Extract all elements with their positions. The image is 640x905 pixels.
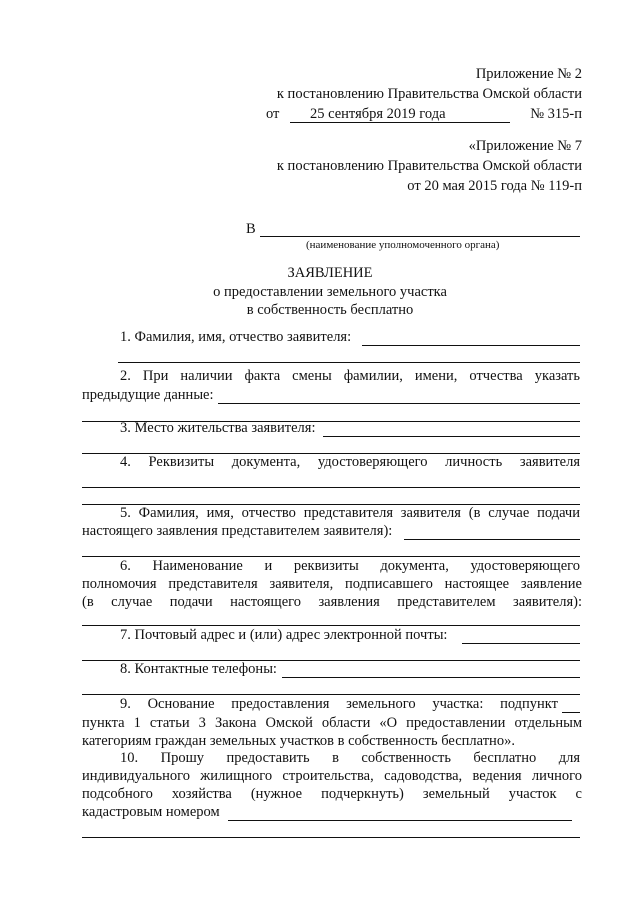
representative-name-field[interactable]	[404, 539, 580, 540]
authority-name-field[interactable]	[260, 236, 580, 237]
field-10-label-cont2: подсобного хозяйства (нужное подчеркнуть) земельный участок с	[82, 786, 582, 802]
field-7-label: 7. Почтовый адрес и (или) адрес электронной почты:	[120, 627, 448, 643]
field-10-label-cont: индивидуального жилищного строительства, садоводства, ведения личного	[82, 768, 582, 784]
field-10-label: 10. Прошу предоставить в собственность бесплатно для	[120, 750, 580, 766]
cadastral-number-field-cont[interactable]	[82, 837, 580, 838]
field-5-label: 5. Фамилия, имя, отчество представителя заявителя (в случае подачи	[120, 505, 580, 521]
field-9-label-cont: пункта 1 статьи 3 Закона Омской области «О предоставлении отдельным	[82, 715, 582, 731]
appendix-2-label: Приложение № 2	[475, 66, 582, 82]
field-3-label: 3. Место жительства заявителя:	[120, 420, 316, 436]
postal-email-field[interactable]	[462, 643, 580, 644]
field-10-label-cont3: кадастровым номером	[82, 804, 220, 820]
field-2-label-cont: предыдущие данные:	[82, 387, 214, 403]
representative-document-field[interactable]	[82, 625, 580, 626]
field-1-label: 1. Фамилия, имя, отчество заявителя:	[120, 329, 352, 345]
field-2-label: 2. При наличии факта смены фамилии, имени, отчества указать	[120, 368, 580, 384]
representative-name-field-cont[interactable]	[82, 556, 580, 557]
authority-name-caption: (наименование уполномоченного органа)	[306, 239, 500, 251]
appendix-7-label: «Приложение № 7	[468, 138, 582, 154]
appendix-7-reference: к постановлению Правительства Омской области	[276, 158, 582, 174]
addressee-prefix: В	[246, 221, 256, 237]
field-6-label-cont: полномочия представителя заявителя, подписавшего настоящее заявление	[82, 576, 582, 592]
appendix-7-date: от 20 мая 2015 года № 119-п	[407, 178, 582, 194]
document-title: ЗАЯВЛЕНИЕ	[287, 265, 373, 281]
document-subtitle-1: о предоставлении земельного участка	[213, 284, 447, 300]
previous-data-field[interactable]	[218, 403, 580, 404]
field-5-label-cont: настоящего заявления представителем заявителя):	[82, 523, 393, 539]
applicant-name-field[interactable]	[362, 345, 580, 346]
field-9-label-cont2: категориям граждан земельных участков в собственность бесплатно».	[82, 733, 515, 749]
field-8-label: 8. Контактные телефоны:	[120, 661, 277, 677]
appendix-2-from: от	[266, 106, 280, 122]
field-9-label: 9. Основание предоставления земельного участка: подпункт	[120, 696, 558, 712]
appendix-2-number: № 315-п	[530, 106, 582, 122]
phones-field-cont[interactable]	[82, 694, 580, 695]
subparagraph-field[interactable]	[562, 712, 580, 713]
field-6-label: 6. Наименование и реквизиты документа, удостоверяющего	[120, 558, 580, 574]
applicant-name-field-cont[interactable]	[118, 362, 580, 363]
phones-field[interactable]	[282, 677, 580, 678]
appendix-2-date: 25 сентября 2019 года	[310, 106, 446, 122]
field-4-label: 4. Реквизиты документа, удостоверяющего личность заявителя	[120, 454, 580, 470]
residence-field[interactable]	[323, 436, 580, 437]
appendix-2-reference: к постановлению Правительства Омской области	[276, 86, 582, 102]
field-6-label-cont2: (в случае подачи настоящего заявления представителем заявителя):	[82, 594, 582, 610]
cadastral-number-field[interactable]	[228, 820, 572, 821]
identity-document-field[interactable]	[82, 487, 580, 488]
document-subtitle-2: в собственность бесплатно	[246, 302, 414, 318]
